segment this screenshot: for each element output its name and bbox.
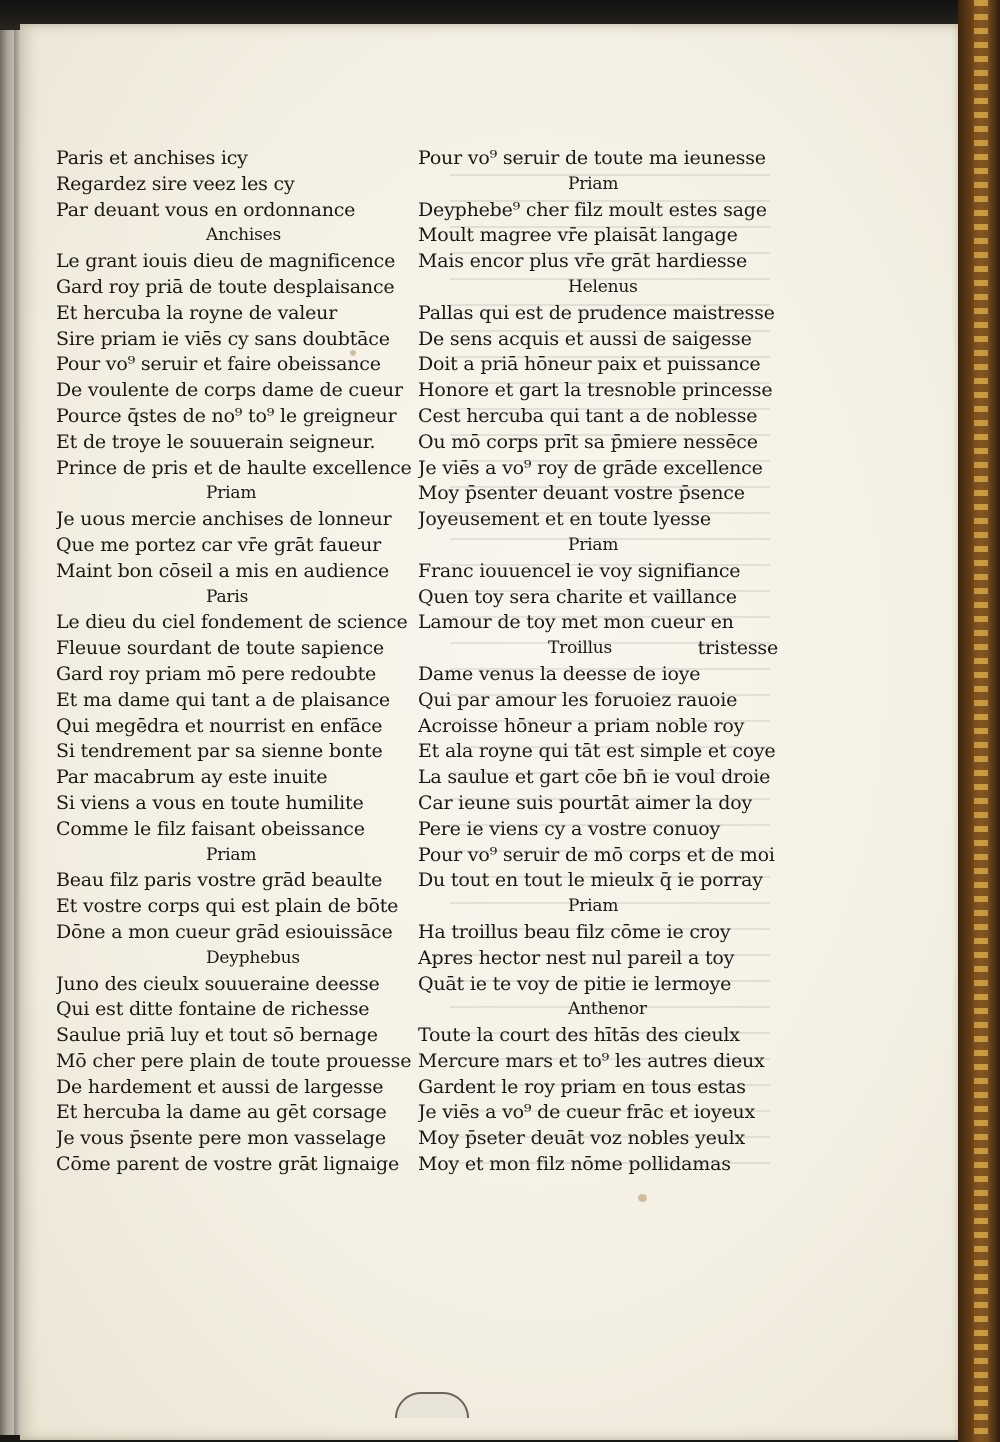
verse-line: Moy p̄seter deuāt voz nobles yeulx [418, 1127, 746, 1150]
verse-line: Qui par amour les foruoiez rauoie [418, 688, 738, 711]
paper-spot [638, 1194, 647, 1202]
verse-tail: tristesse [697, 637, 778, 660]
verse-line: Ou mō corps prīt sa p̄miere nessēce [418, 430, 758, 453]
verse-line: Par macabrum ay este inuite [56, 766, 328, 789]
verse-line: Regardez sire veez les cy [56, 172, 295, 195]
verse-line: La saulue et gart cōe bn̄ ie voul droie [418, 766, 771, 789]
verse-line: Quāt ie te voy de pitie ie lermoye [418, 972, 732, 995]
verse-line: Maint bon cōseil a mis en audience [56, 559, 390, 582]
verse-line: Comme le filz faisant obeissance [56, 817, 365, 840]
verse-line: Gard roy priam mō pere redoubte [56, 662, 377, 685]
verse-line: Mercure mars et to⁹ les autres dieux [418, 1049, 765, 1072]
verse-line: Si viens a vous en toute humilite [56, 791, 364, 814]
speaker-name: Anthenor [568, 999, 647, 1020]
verse-line: Je vous p̄sente pere mon vasselage [56, 1127, 386, 1150]
verse-line: Je viēs a vo⁹ roy de grāde excellence [418, 456, 763, 479]
verse-line: De voulente de corps dame de cueur [56, 379, 403, 402]
speaker-name: Priam [568, 534, 619, 555]
verse-line: Moult magree vr̄e plaisāt langage [418, 224, 738, 247]
sewing-thread-loop [395, 1392, 469, 1418]
speaker-name: Helenus [568, 276, 638, 297]
verse-line: Car ieune suis pourtāt aimer la doy [418, 791, 753, 814]
verse-line: Lamour de toy met mon cueur en [418, 611, 734, 634]
verse-line: Acroisse hōneur a priam noble roy [418, 714, 745, 737]
verse-line: Moy et mon filz nōme pollidamas [418, 1153, 731, 1176]
verse-line: Et ma dame qui tant a de plaisance [56, 688, 390, 711]
verse-line: Cōme parent de vostre grāt lignaige [56, 1153, 399, 1176]
verse-line: Et hercuba la dame au gēt corsage [56, 1101, 387, 1124]
verse-line: Pour vo⁹ seruir et faire obeissance [56, 353, 381, 376]
left-text-column [56, 146, 436, 1178]
verse-line: Beau filz paris vostre grād beaulte [56, 869, 383, 892]
verse-line: Joyeusement et en toute lyesse [418, 508, 711, 531]
right-text-column [418, 146, 798, 1178]
speaker-name: Deyphebus [206, 947, 300, 968]
verse-line: Pource q̄stes de no⁹ to⁹ le greigneur [56, 404, 397, 427]
verse-line: Que me portez car vr̄e grāt faueur [56, 533, 382, 556]
verse-line: Toute la court des hītās des cieulx [418, 1024, 740, 1047]
verse-line: Moy p̄senter deuant vostre p̄sence [418, 482, 745, 505]
verse-line: Cest hercuba qui tant a de noblesse [418, 404, 758, 427]
verse-line: Je uous mercie anchises de lonneur [56, 508, 392, 531]
verse-line: Sire priam ie viēs cy sans doubtāce [56, 327, 390, 350]
verse-line: Dōne a mon cueur grād esiouissāce [56, 920, 393, 943]
verse-line: Pere ie viens cy a vostre conuoy [418, 817, 721, 840]
binding-gold-tooling [974, 0, 988, 1442]
verse-line: Pallas qui est de prudence maistresse [418, 301, 775, 324]
verse-line: Le grant iouis dieu de magnificence [56, 250, 396, 273]
speaker-name: Priam [206, 483, 257, 504]
speaker-name: Paris [206, 586, 249, 607]
verse-line: Mais encor plus vr̄e grāt hardiesse [418, 250, 748, 273]
verse-line: Et vostre corps qui est plain de bōte [56, 895, 399, 918]
verse-line: Et ala royne qui tāt est simple et coye [418, 740, 776, 763]
verse-line: Du tout en tout le mieulx q̄ ie porray [418, 869, 763, 892]
verse-line: De hardement et aussi de largesse [56, 1075, 384, 1098]
verse-line: Quen toy sera charite et vaillance [418, 585, 737, 608]
speaker-name: Anchises [206, 225, 282, 246]
verse-line: Saulue priā luy et tout sō bernage [56, 1024, 378, 1047]
verse-line: Si tendrement par sa sienne bonte [56, 740, 383, 763]
speaker-name: Priam [568, 896, 619, 917]
verse-line: De sens acquis et aussi de saigesse [418, 327, 752, 350]
speaker-line [418, 636, 798, 662]
speaker-name: Priam [206, 844, 257, 865]
verse-line: Prince de pris et de haulte excellence [56, 456, 412, 479]
verse-line: Mō cher pere plain de toute prouesse [56, 1049, 412, 1072]
verse-line: Qui megēdra et nourrist en enfāce [56, 714, 383, 737]
verse-line: Fleuue sourdant de toute sapience [56, 637, 384, 660]
verse-line: Deyphebe⁹ cher filz moult estes sage [418, 198, 767, 221]
verse-line: Et hercuba la royne de valeur [56, 301, 338, 324]
speaker-name: Troillus [548, 638, 613, 659]
verse-line: Le dieu du ciel fondement de science [56, 611, 408, 634]
verse-line: Dame venus la deesse de ioye [418, 662, 701, 685]
verse-line: Juno des cieulx souueraine deesse [56, 972, 380, 995]
speaker-name: Priam [568, 173, 619, 194]
verse-line: Pour vo⁹ seruir de mō corps et de moi [418, 843, 775, 866]
verse-line: Apres hector nest nul pareil a toy [418, 946, 735, 969]
verse-line: Ha troillus beau filz cōme ie croy [418, 920, 731, 943]
verse-line: Par deuant vous en ordonnance [56, 198, 356, 221]
verse-line: Gard roy priā de toute desplaisance [56, 275, 395, 298]
verse-line: Gardent le roy priam en tous estas [418, 1075, 746, 1098]
verse-line: Franc iouuencel ie voy signifiance [418, 559, 741, 582]
verse-line: Honore et gart la tresnoble princesse [418, 379, 773, 402]
verse-line: Pour vo⁹ seruir de toute ma ieunesse [418, 147, 766, 169]
verse-line: Et de troye le souuerain seigneur. [56, 430, 376, 453]
verse-line: Qui est ditte fontaine de richesse [56, 998, 370, 1021]
verse-line: Je viēs a vo⁹ de cueur frāc et ioyeux [418, 1101, 755, 1124]
verse-line: Paris et anchises icy [56, 147, 248, 169]
verse-line: Doit a priā hōneur paix et puissance [418, 353, 761, 376]
